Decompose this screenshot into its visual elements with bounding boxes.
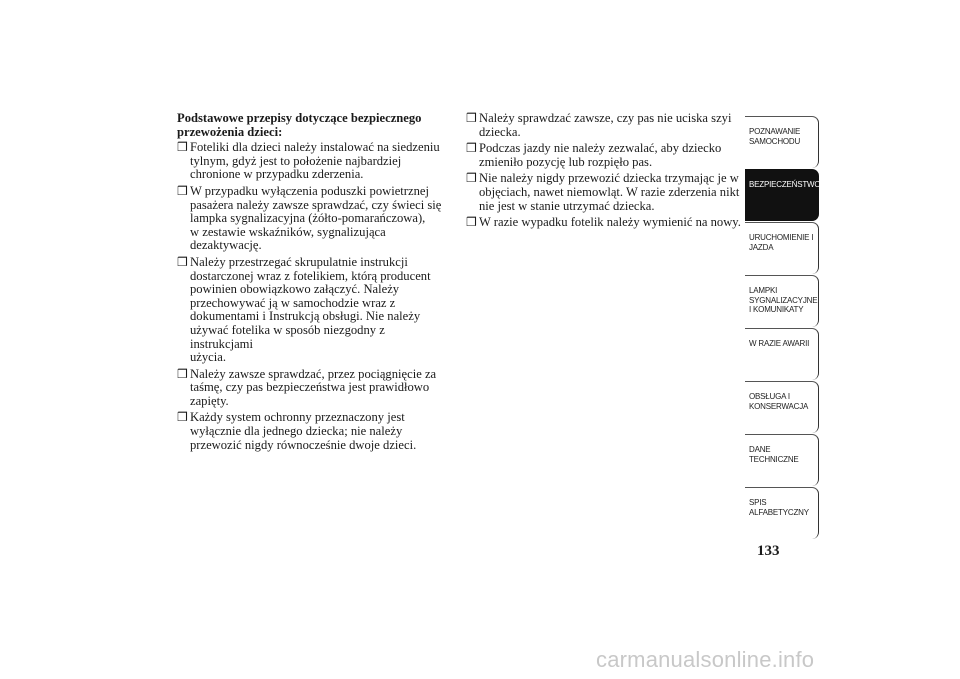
right-text-column [466, 112, 742, 233]
bullet-item [177, 185, 449, 253]
bullet-item [177, 256, 449, 365]
bullet-text: Należy zawsze sprawdzać, przez pociągnięcie za taśmę, czy pas bezpieczeństwa jest prawidłowo zapięty. [190, 366, 437, 408]
bullet-item [466, 142, 742, 169]
bullet-item [466, 112, 742, 139]
checkbox-bullet-icon: ❒ [466, 111, 477, 125]
bullet-text: W przypadku wyłączenia poduszki powietrznej pasażera należy zawsze sprawdzać, czy świeci się lampka sygnalizacyjna (żółto-pomarańczowa), w zestawie wskaźników, sygnalizująca dezaktywację. [190, 183, 442, 253]
left-text-column [177, 112, 449, 455]
checkbox-bullet-icon: ❒ [466, 141, 477, 156]
bullet-text: Podczas jazdy nie należy zezwalać, aby dziecko zmieniło pozycję lub rozpięło pas. [479, 141, 722, 169]
section-heading: Podstawowe przepisy dotyczące bezpiecznego przewożenia dzieci: [177, 111, 422, 139]
bullet-text: Należy przestrzegać skrupulatnie instrukcji dostarczonej wraz z fotelikiem, którą producent powinien obowiązkowo załączyć. Należy przechowywać ją w samochodzie wraz z dokumentami i Instrukcją obsługi. Nie należy używać fotelika w sposób niezgodny z instrukcjami użycia. [190, 254, 431, 365]
bullet-text: Foteliki dla dzieci należy instalować na siedzeniu tylnym, gdyż jest to położenie najbardziej chronione w przypadku zderzenia. [190, 140, 440, 182]
bullet-item [177, 141, 449, 182]
tab-poznawanie-samochodu[interactable]: POZNAWANIE SAMOCHODU [745, 116, 819, 168]
tab-dane-techniczne[interactable]: DANE TECHNICZNE [745, 434, 819, 486]
watermark: carmanualsonline.info [596, 647, 815, 672]
bullet-text: W razie wypadku fotelik należy wymienić na nowy. [479, 215, 741, 230]
checkbox-bullet-icon: ❒ [466, 215, 477, 230]
bullet-text: Każdy system ochronny przeznaczony jest wyłącznie dla jednego dziecka; nie należy przewozić nigdy równocześnie dwoje dzieci. [190, 410, 417, 452]
bullet-item [466, 216, 742, 230]
page-number: 133 [757, 543, 780, 559]
tab-w-razie-awarii[interactable]: W RAZIE AWARII [745, 328, 819, 380]
tab-bezpieczenstwo[interactable]: BEZPIECZEŃSTWO [745, 169, 819, 221]
chapter-tabs [745, 116, 819, 540]
tab-obsluga-konserwacja[interactable]: OBSŁUGA I KONSERWACJA [745, 381, 819, 433]
bullet-item [466, 172, 742, 213]
bullet-item [177, 411, 449, 452]
bullet-text: Należy sprawdzać zawsze, czy pas nie uciska szyi dziecka. [479, 111, 732, 139]
checkbox-bullet-icon: ❒ [177, 366, 188, 381]
checkbox-bullet-icon: ❒ [466, 171, 477, 186]
tab-uruchomienie-jazda[interactable]: URUCHOMIENIE I JAZDA [745, 222, 819, 274]
checkbox-bullet-icon: ❒ [177, 410, 188, 425]
checkbox-bullet-icon: ❒ [177, 140, 188, 155]
checkbox-bullet-icon: ❒ [177, 254, 188, 269]
bullet-text: Nie należy nigdy przewozić dziecka trzymając je w objęciach, nawet niemowląt. W razie zderzenia nikt nie jest w stanie utrzymać dziecka. [479, 171, 740, 213]
checkbox-bullet-icon: ❒ [177, 183, 188, 198]
tab-lampki-sygnalizacyjne[interactable]: LAMPKI SYGNALIZACYJNE I KOMUNIKATY [745, 275, 819, 327]
tab-spis-alfabetyczny[interactable]: SPIS ALFABETYCZNY [745, 487, 819, 539]
bullet-item [177, 368, 449, 409]
